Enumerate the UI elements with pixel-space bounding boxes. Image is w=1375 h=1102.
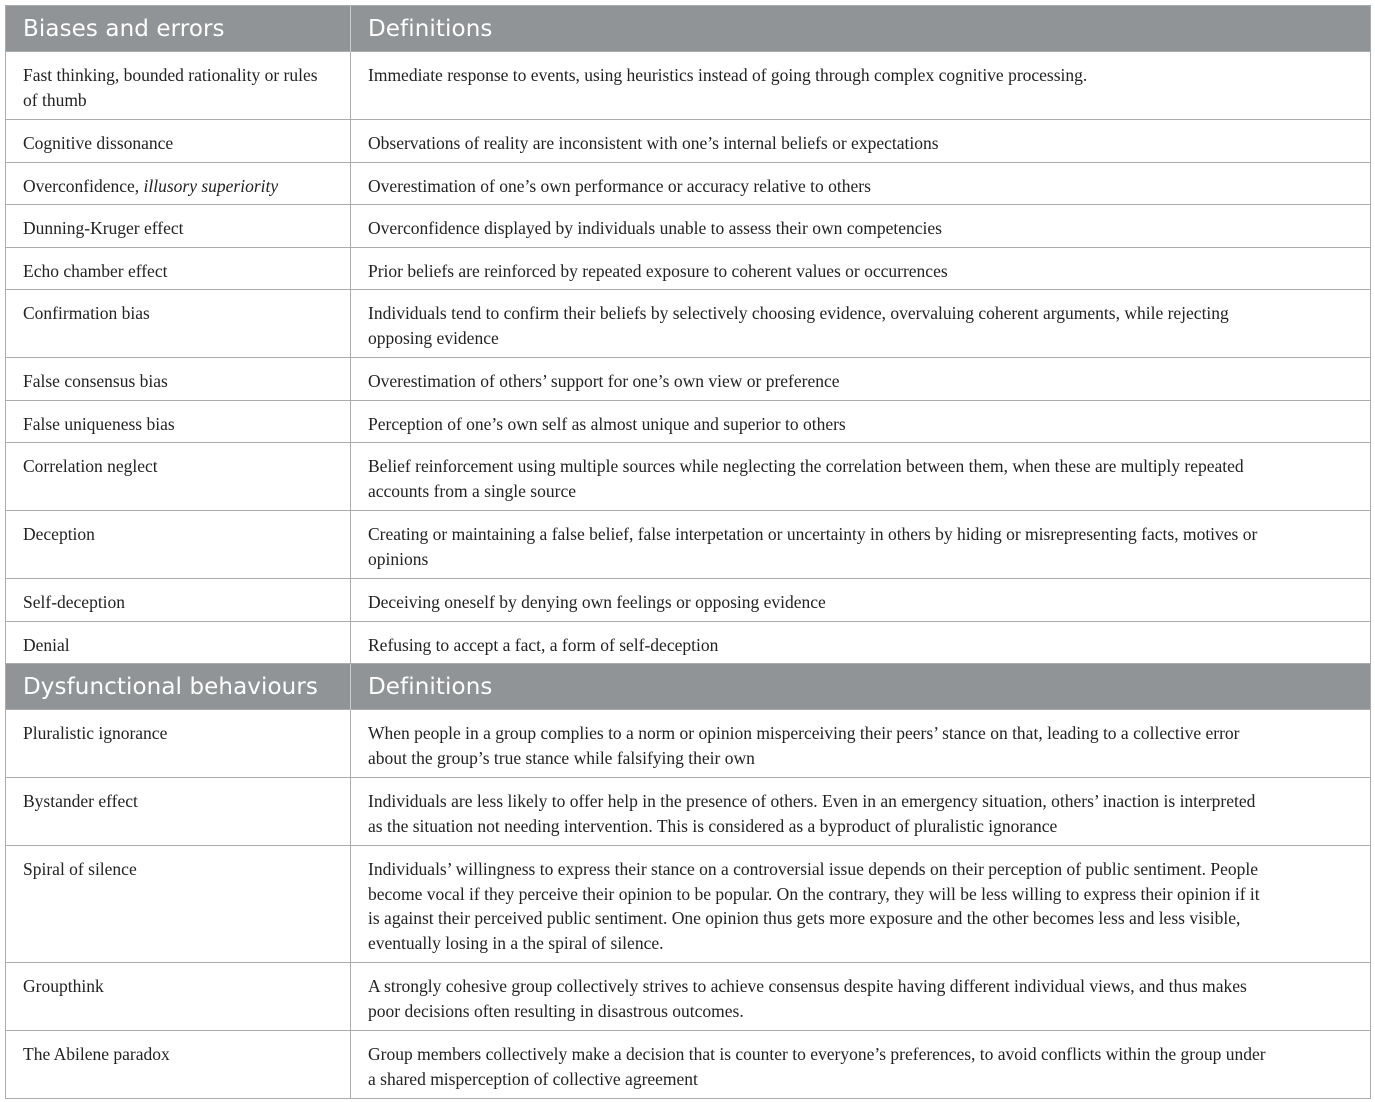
definition-cell: Belief reinforcement using multiple sources while neglecting the correlation between them, when these are multiply repeated accounts from a single source bbox=[351, 443, 1371, 511]
table-row bbox=[6, 400, 1371, 443]
term-cell: Self-deception bbox=[6, 579, 351, 622]
definitions-table bbox=[5, 5, 1371, 1099]
table-row bbox=[6, 963, 1371, 1031]
definition-cell: Individuals are less likely to offer help in the presence of others. Even in an emergency situation, others’ inaction is interpreted as the situation not needing intervention. This is considered as a byproduct of pluralistic ignorance bbox=[351, 778, 1371, 846]
table-row bbox=[6, 247, 1371, 290]
table-row bbox=[6, 443, 1371, 511]
definition-cell: Group members collectively make a decision that is counter to everyone’s preferences, to avoid conflicts within the group under a shared misperception of collective agreement bbox=[351, 1031, 1371, 1099]
term-cell: Cognitive dissonance bbox=[6, 120, 351, 163]
term-cell: Bystander effect bbox=[6, 778, 351, 846]
definition-cell: Overestimation of one’s own performance or accuracy relative to others bbox=[351, 162, 1371, 205]
definition-cell: Perception of one’s own self as almost unique and superior to others bbox=[351, 400, 1371, 443]
definition-cell: Overconfidence displayed by individuals unable to assess their own competencies bbox=[351, 205, 1371, 248]
term-cell: Denial bbox=[6, 621, 351, 664]
table-row bbox=[6, 778, 1371, 846]
definition-cell: Individuals tend to confirm their beliefs by selectively choosing evidence, overvaluing coherent arguments, while rejecting opposing evidence bbox=[351, 290, 1371, 358]
column-header-definitions: Definitions bbox=[351, 6, 1371, 52]
definition-cell: Refusing to accept a fact, a form of self-deception bbox=[351, 621, 1371, 664]
table-row bbox=[6, 290, 1371, 358]
definition-cell: Immediate response to events, using heuristics instead of going through complex cognitive processing. bbox=[351, 52, 1371, 120]
definition-cell: Overestimation of others’ support for one’s own view or preference bbox=[351, 358, 1371, 401]
table-row bbox=[6, 162, 1371, 205]
term-cell: Deception bbox=[6, 511, 351, 579]
term-cell: The Abilene paradox bbox=[6, 1031, 351, 1099]
term-cell: Fast thinking, bounded rationality or rules of thumb bbox=[6, 52, 351, 120]
term-cell: Dunning-Kruger effect bbox=[6, 205, 351, 248]
table-row bbox=[6, 120, 1371, 163]
term-cell: False consensus bias bbox=[6, 358, 351, 401]
definition-cell: Individuals’ willingness to express their stance on a controversial issue depends on their perception of public sentiment. People become vocal if they perceive their opinion to be popular. On the contrary, they will be less willing to express their opinion if it is against their perceived public sentiment. One opinion thus gets more exposure and the other becomes less and less visible, eventually losing in a the spiral of silence. bbox=[351, 846, 1371, 963]
table-row bbox=[6, 710, 1371, 778]
term-cell: False uniqueness bias bbox=[6, 400, 351, 443]
section-header-biases bbox=[6, 6, 1371, 52]
term-cell: Spiral of silence bbox=[6, 846, 351, 963]
term-cell: Pluralistic ignorance bbox=[6, 710, 351, 778]
definition-cell: When people in a group complies to a norm or opinion misperceiving their peers’ stance on that, leading to a collective error about the group’s true stance while falsifying their own bbox=[351, 710, 1371, 778]
term-italic-text: illusory superiority bbox=[143, 175, 279, 196]
column-header-term: Dysfunctional behaviours bbox=[6, 664, 351, 710]
table-row bbox=[6, 52, 1371, 120]
table-row bbox=[6, 846, 1371, 963]
table-row bbox=[6, 511, 1371, 579]
table-row bbox=[6, 579, 1371, 622]
definition-cell: Deceiving oneself by denying own feelings or opposing evidence bbox=[351, 579, 1371, 622]
term-cell: Echo chamber effect bbox=[6, 247, 351, 290]
column-header-definitions: Definitions bbox=[351, 664, 1371, 710]
table-row bbox=[6, 1031, 1371, 1099]
definition-cell: Observations of reality are inconsistent with one’s internal beliefs or expectations bbox=[351, 120, 1371, 163]
table-row bbox=[6, 621, 1371, 664]
definition-cell: Creating or maintaining a false belief, false interpetation or uncertainty in others by hiding or misrepresenting facts, motives or opinions bbox=[351, 511, 1371, 579]
term-text: Overconfidence, bbox=[23, 175, 144, 196]
definition-cell: Prior beliefs are reinforced by repeated exposure to coherent values or occurrences bbox=[351, 247, 1371, 290]
table-row bbox=[6, 358, 1371, 401]
term-cell: Groupthink bbox=[6, 963, 351, 1031]
term-cell bbox=[6, 162, 351, 205]
term-cell: Confirmation bias bbox=[6, 290, 351, 358]
definition-cell: A strongly cohesive group collectively strives to achieve consensus despite having different individual views, and thus makes poor decisions often resulting in disastrous outcomes. bbox=[351, 963, 1371, 1031]
table-row bbox=[6, 205, 1371, 248]
section-header-dysfunctional bbox=[6, 664, 1371, 710]
term-cell: Correlation neglect bbox=[6, 443, 351, 511]
column-header-term: Biases and errors bbox=[6, 6, 351, 52]
